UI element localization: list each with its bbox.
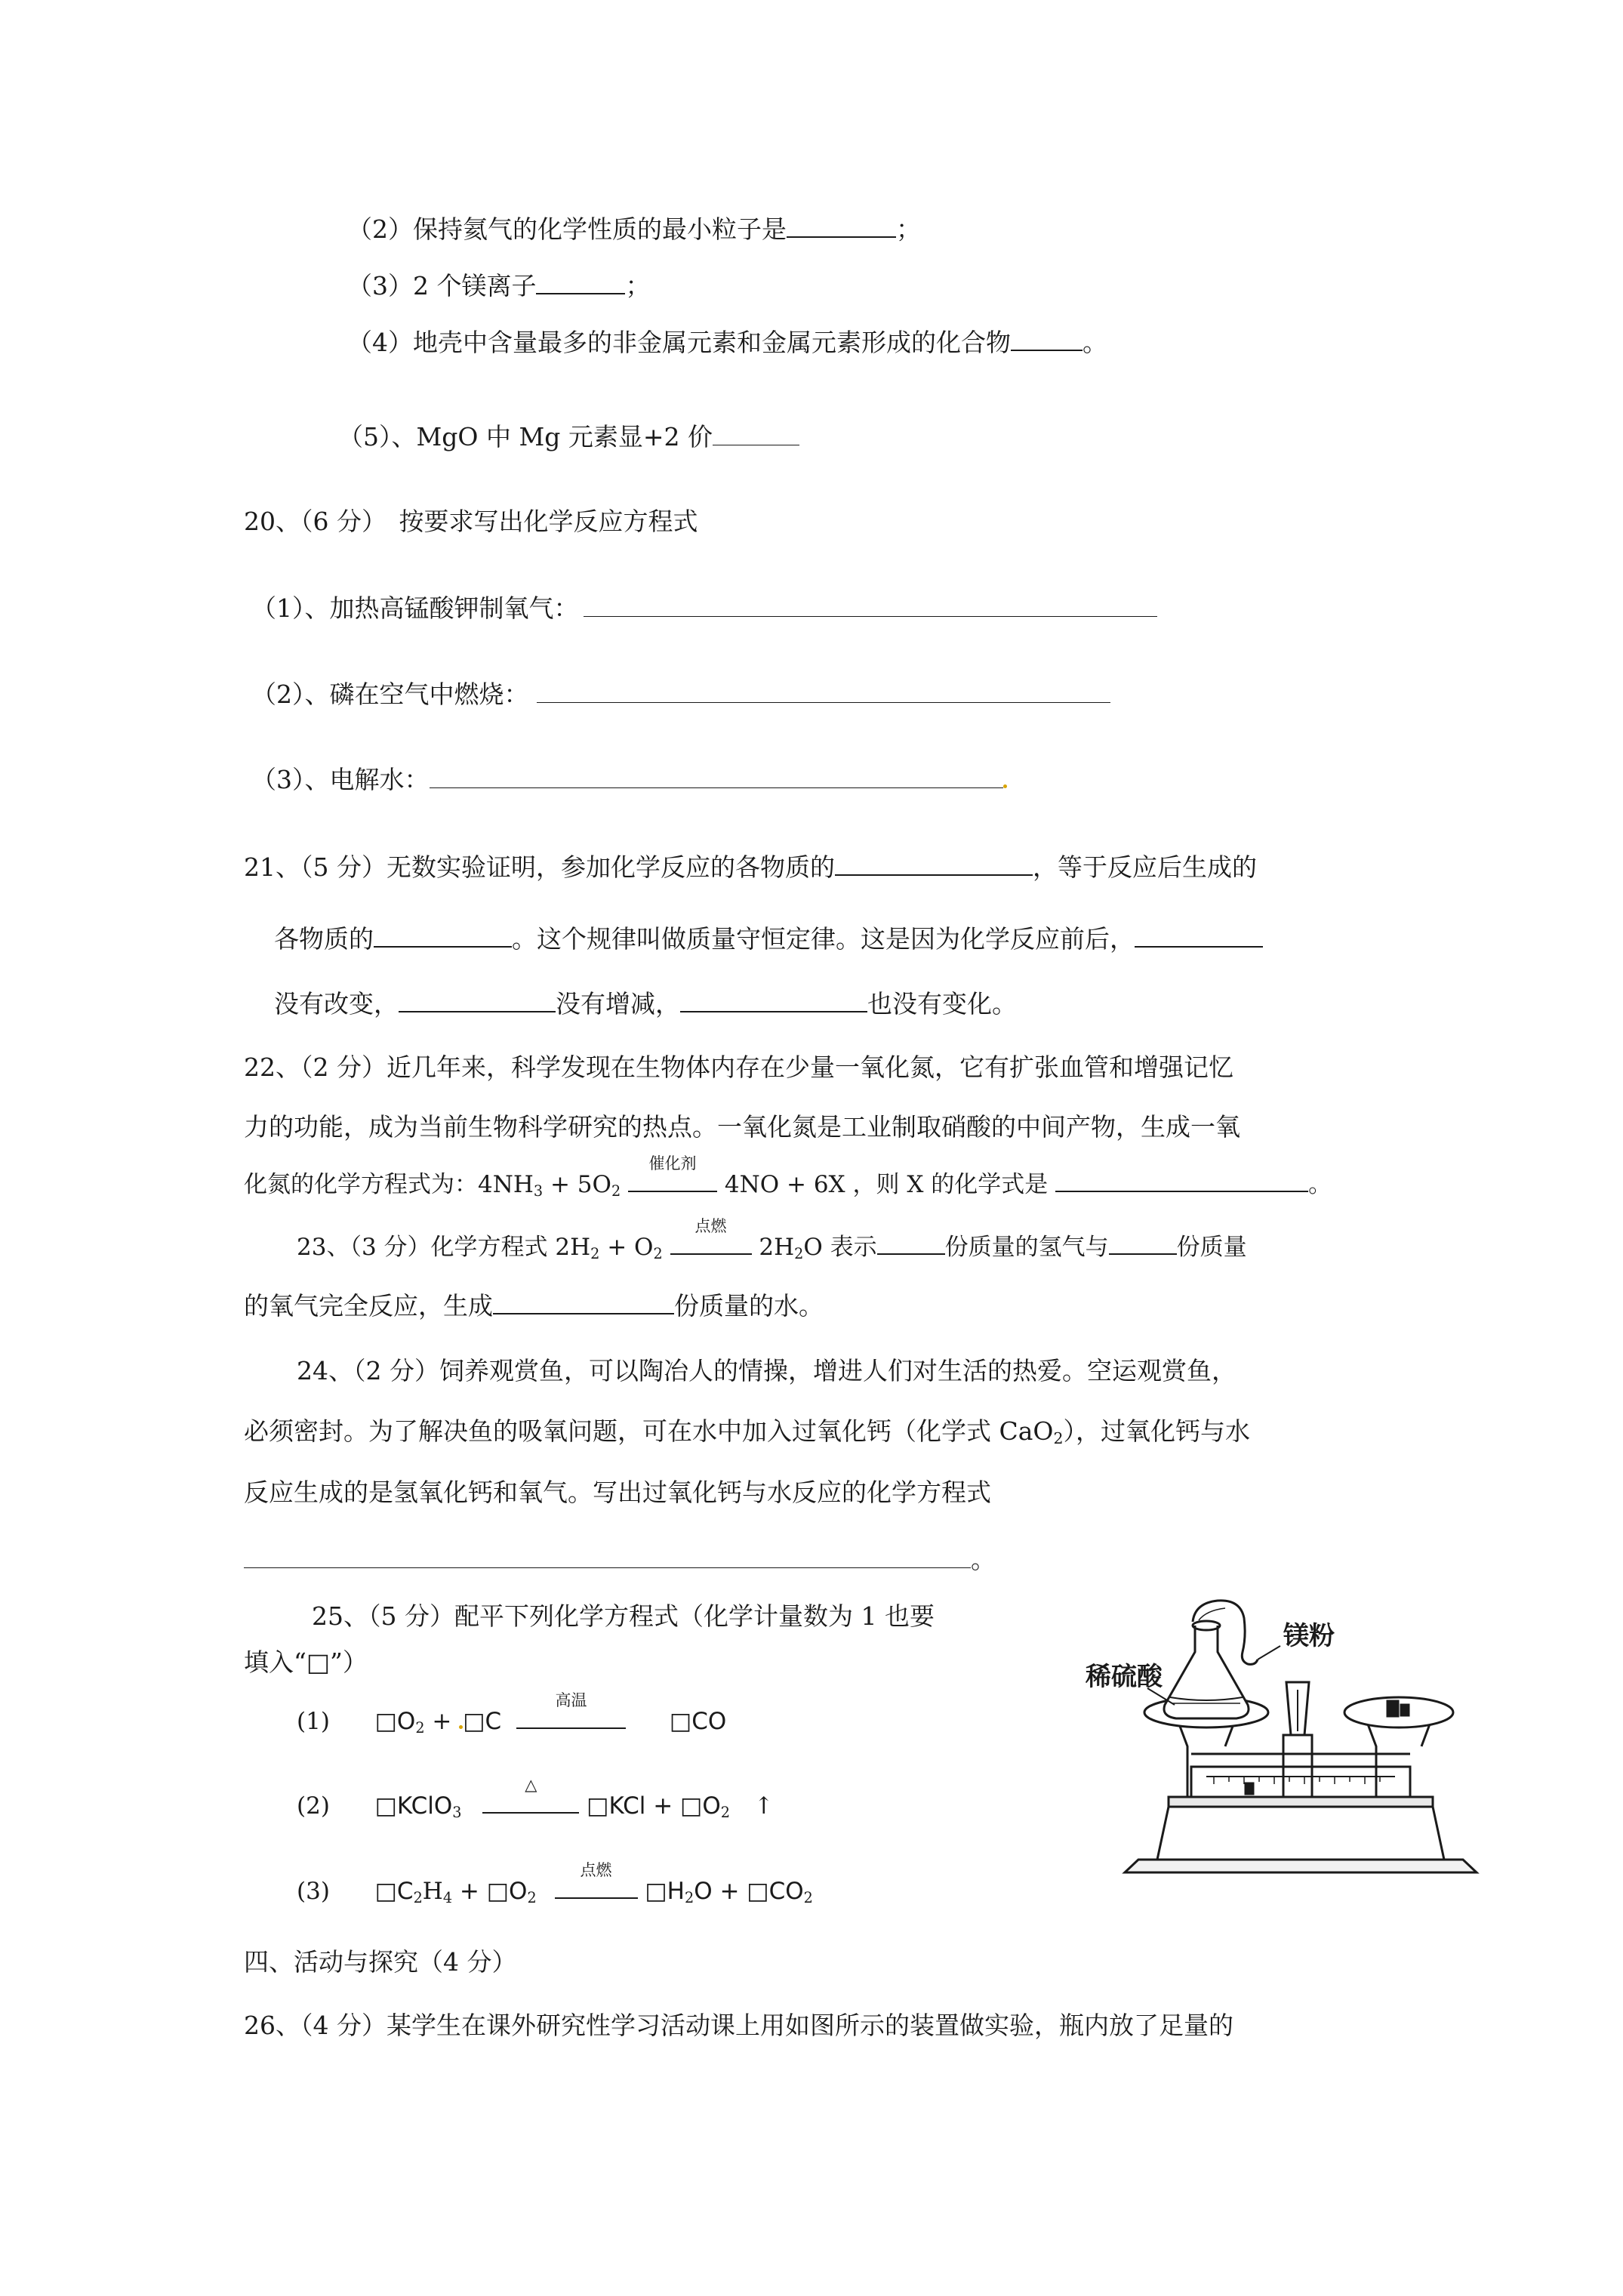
equation-text: □H [645,1878,685,1905]
subscript: 2 [1053,1429,1064,1448]
q21-line2 [274,921,1263,957]
punct: 。 [1083,328,1107,357]
label-dilute-sulfuric-acid: 稀硫酸 [1086,1662,1163,1692]
equation-text: □C [374,1878,414,1905]
q20-part2-text: （2）、磷在空气中燃烧： [251,680,529,709]
q23-line1 [297,1217,1247,1265]
q21-text: 。这个规律叫做质量守恒定律。这是因为化学反应前后， [512,924,1135,954]
q24-text: 必须密封。为了解决鱼的吸氧问题，可在水中加入过氧化钙（化学式 CaO [244,1416,1054,1446]
equation-text: + O [599,1234,654,1261]
subscript: 3 [452,1803,462,1821]
answer-blank[interactable] [536,269,625,294]
answer-blank[interactable] [244,1543,971,1568]
equation-text: H [422,1878,443,1905]
q20-part1 [251,590,1157,627]
answer-blank[interactable] [1011,325,1083,351]
q19-part3-text: （3）2 个镁离子 [347,271,537,300]
punct: 。 [1308,1171,1332,1198]
q20-part2 [251,676,1110,713]
answer-blank[interactable] [493,1289,674,1314]
q19-part2-text: （2）保持氦气的化学性质的最小粒子是 [347,214,787,244]
subscript: 2 [611,1182,621,1200]
punct: ； [896,214,921,244]
subscript: 2 [527,1888,537,1906]
reaction-condition [670,1217,752,1265]
q26-line1: 26、（4 分）某学生在课外研究性学习活动课上用如图所示的装置做实验，瓶内放了足量的 [244,2011,1233,2040]
equation-text: 23、（3 分）化学方程式 2H [297,1234,591,1261]
equation-text: + □O [452,1878,528,1905]
equation-text: O 表示 [803,1234,877,1261]
equation-text: □C [463,1708,502,1735]
condition-label: 点燃 [694,1217,727,1235]
q23-text: 份质量的水。 [674,1291,824,1321]
eq-number: (1) [297,1708,330,1735]
answer-blank[interactable] [713,421,799,445]
q22-line2: 力的功能，成为当前生物科学研究的热点。一氧化氮是工业制取硝酸的中间产物，生成一氧 [244,1112,1240,1142]
q23-line2 [244,1288,824,1324]
q21-text: 没有改变， [274,989,399,1019]
answer-blank[interactable] [835,850,1033,876]
answer-blank[interactable] [399,987,556,1012]
q19-part5-text: （5）、MgO 中 Mg 元素显+2 价 [338,422,713,451]
answer-blank[interactable] [537,678,1110,703]
equation-text: □KCl + □O [587,1792,721,1820]
section-4-heading: 四、活动与探究（4 分） [244,1947,517,1977]
equation-text: O + □CO [694,1878,804,1905]
subscript: 2 [684,1888,694,1906]
q22-line1: 22、（2 分）近几年来，科学发现在生物体内存在少量一氧化氮，它有扩张血管和增强记忆 [244,1052,1233,1082]
eq-number: (2) [297,1792,330,1820]
q25-equation-3 [297,1861,813,1909]
equation-text: + 5O [543,1171,611,1198]
q21-text: 也没有变化。 [867,989,1017,1019]
q25-line1: 25、（5 分）配平下列化学方程式（化学计量数为 1 也要 [312,1601,935,1631]
equation-text: 份质量 [1176,1234,1247,1261]
answer-blank[interactable] [1109,1229,1177,1255]
answer-blank[interactable] [584,592,1157,617]
answer-blank[interactable] [787,212,896,238]
condition-label: 高温 [555,1691,587,1709]
subscript: 4 [442,1888,453,1906]
equation-text: 4NO + 6X ，则 X 的化学式是 [724,1171,1049,1198]
subscript: 2 [803,1888,813,1906]
subscript: 2 [720,1803,730,1821]
q21-text: 21、（5 分）无数实验证明，参加化学反应的各物质的 [244,852,835,882]
q21-text: ，等于反应后生成的 [1032,852,1257,882]
q21-text: 各物质的 [274,924,374,954]
subscript: 2 [413,1888,423,1906]
q23-text: 的氧气完全反应，生成 [244,1291,493,1321]
answer-blank[interactable] [1135,922,1263,948]
equation-text: □KClO [374,1792,453,1820]
subscript: 3 [533,1182,544,1200]
q20-part3-text: （3）、电解水： [251,765,430,794]
q24-text: ），过氧化钙与水 [1063,1416,1250,1446]
q19-part4-text: （4）地壳中含量最多的非金属元素和金属元素形成的化合物 [347,328,1011,357]
equation-text: □CO [669,1708,727,1735]
q25-equation-1 [297,1691,727,1740]
answer-blank[interactable] [430,763,1003,788]
equation-text: 份质量的氢气与 [944,1234,1109,1261]
label-magnesium: 镁粉 [1283,1621,1335,1651]
reaction-condition [555,1861,638,1909]
q19-part5 [338,419,799,455]
equation-text: 2H [759,1234,795,1261]
stray-mark [1003,784,1007,788]
subscript: 2 [794,1244,804,1262]
q21-text: 没有增减， [556,989,680,1019]
balance-apparatus-figure [1086,1599,1516,1886]
equation-text: □O [374,1708,416,1735]
q25-line2: 填入“□”） [244,1647,368,1677]
subscript: 2 [653,1244,663,1262]
punct: 。 [971,1545,996,1574]
equation-text: + [424,1708,460,1735]
q22-line3 [244,1154,1332,1203]
q24-line2 [244,1413,1250,1450]
q19-part4 [347,325,1107,361]
gas-arrow-icon: ↑ [753,1792,774,1820]
q24-answer [244,1542,996,1578]
subscript: 2 [590,1244,600,1262]
equation-text: 化氮的化学方程式为：4NH [244,1171,534,1198]
q20-part3 [251,762,1007,798]
reaction-condition [516,1691,626,1740]
q20-part1-text: （1）、加热高锰酸钾制氧气： [251,593,579,623]
condition-label: △ [525,1776,537,1794]
condition-label: 点燃 [580,1861,612,1879]
punct: ； [625,271,651,300]
reaction-condition [628,1154,717,1203]
q24-line3: 反应生成的是氢氧化钙和氧气。写出过氧化钙与水反应的化学方程式 [244,1478,991,1507]
answer-blank[interactable] [1055,1166,1308,1192]
q25-equation-2 [297,1776,774,1824]
condition-label: 催化剂 [648,1154,697,1173]
q20-title: 20、（6 分） 按要求写出化学反应方程式 [244,507,698,536]
q24-line1: 24、（2 分）饲养观赏鱼，可以陶冶人的情操，增进人们对生活的热爱。空运观赏鱼， [297,1356,1236,1385]
q21-line1 [244,849,1257,886]
q21-line3 [274,986,1017,1022]
answer-blank[interactable] [877,1229,945,1255]
subscript: 2 [415,1718,425,1737]
eq-number: (3) [297,1878,330,1905]
answer-blank[interactable] [680,987,867,1012]
q19-part2 [347,211,921,248]
answer-blank[interactable] [374,922,512,948]
reaction-condition [482,1776,579,1824]
q19-part3 [347,268,650,304]
